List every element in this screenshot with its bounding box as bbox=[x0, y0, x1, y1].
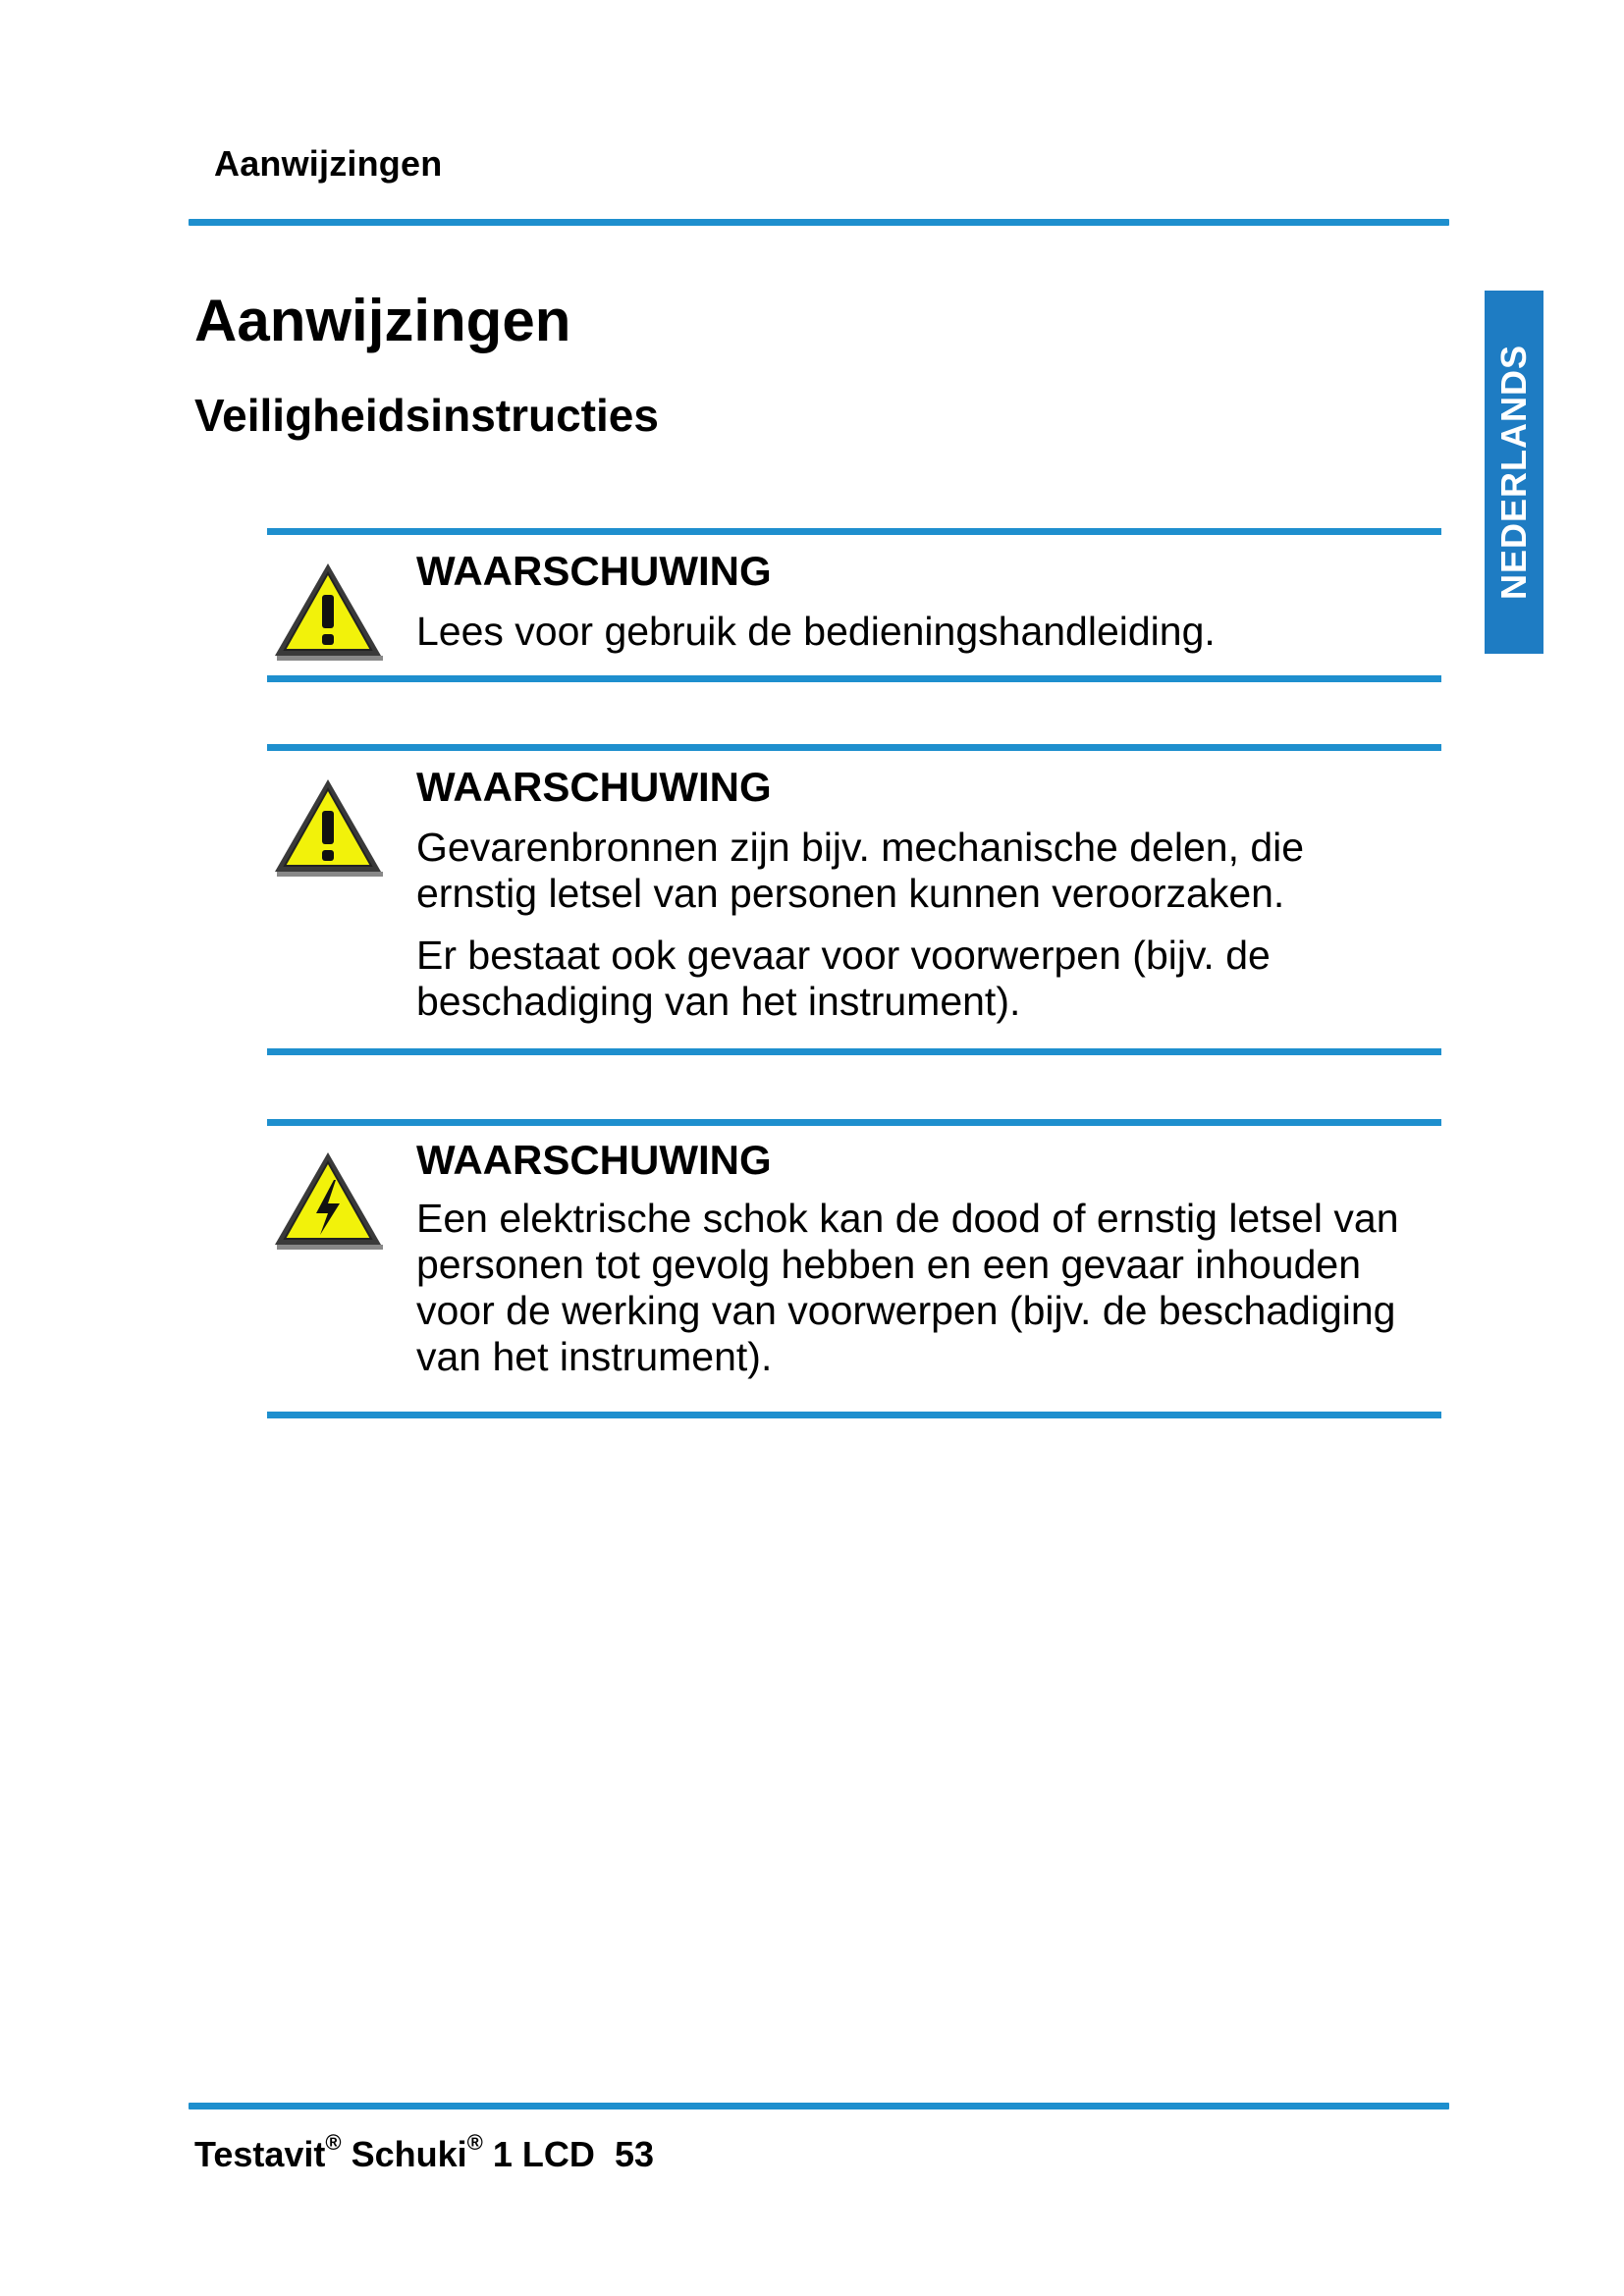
page-title: Aanwijzingen bbox=[194, 288, 571, 353]
language-tab[interactable] bbox=[1485, 291, 1543, 654]
running-header: Aanwijzingen bbox=[214, 143, 443, 184]
warning-top-rule bbox=[267, 744, 1441, 751]
warning-bottom-rule bbox=[267, 1048, 1441, 1055]
warning-paragraph: Gevarenbronnen zijn bijv. mechanische delen, die ernstig letsel van personen kunnen veroorzaken. bbox=[416, 825, 1305, 916]
warning-top-rule bbox=[267, 1119, 1441, 1126]
warning-paragraph: Een elektrische schok kan de dood of ernstig letsel van personen tot gevolg hebben en een gevaar inhouden voor de werking van voorwerpen (bijv. de beschadiging van het instrument). bbox=[416, 1196, 1399, 1379]
warning-title: WAARSCHUWING bbox=[416, 1137, 772, 1183]
footer-model: 1 LCD bbox=[492, 2134, 595, 2174]
warning-paragraph: Er bestaat ook gevaar voor voorwerpen (bijv. de beschadiging van het instrument). bbox=[416, 933, 1271, 1024]
warning-text bbox=[416, 609, 1408, 655]
electric-shock-warning-icon bbox=[271, 1148, 385, 1251]
warning-paragraph: Lees voor gebruik de bedieningshandleiding. bbox=[416, 609, 1216, 654]
page-number: 53 bbox=[614, 2134, 654, 2174]
registered-mark: ® bbox=[325, 2130, 342, 2155]
warning-box bbox=[267, 528, 1441, 685]
warning-text bbox=[416, 825, 1408, 1025]
warning-text bbox=[416, 1196, 1408, 1380]
footer-rule bbox=[189, 2103, 1449, 2109]
warning-exclamation-icon bbox=[271, 775, 385, 878]
warning-bottom-rule bbox=[267, 675, 1441, 682]
footer-brand: Testavit bbox=[194, 2134, 326, 2174]
warning-title: WAARSCHUWING bbox=[416, 764, 772, 810]
section-title: Veiligheidsinstructies bbox=[194, 390, 659, 441]
header-rule bbox=[189, 219, 1449, 226]
warning-top-rule bbox=[267, 528, 1441, 535]
warning-box bbox=[267, 1119, 1441, 1423]
warning-exclamation-icon bbox=[271, 560, 385, 662]
warning-title: WAARSCHUWING bbox=[416, 548, 772, 594]
language-tab-label: NEDERLANDS bbox=[1493, 344, 1535, 601]
warning-box bbox=[267, 744, 1441, 1058]
warning-bottom-rule bbox=[267, 1412, 1441, 1418]
footer-product: Schuki bbox=[351, 2134, 467, 2174]
footer bbox=[194, 2130, 654, 2175]
registered-mark: ® bbox=[466, 2130, 483, 2155]
